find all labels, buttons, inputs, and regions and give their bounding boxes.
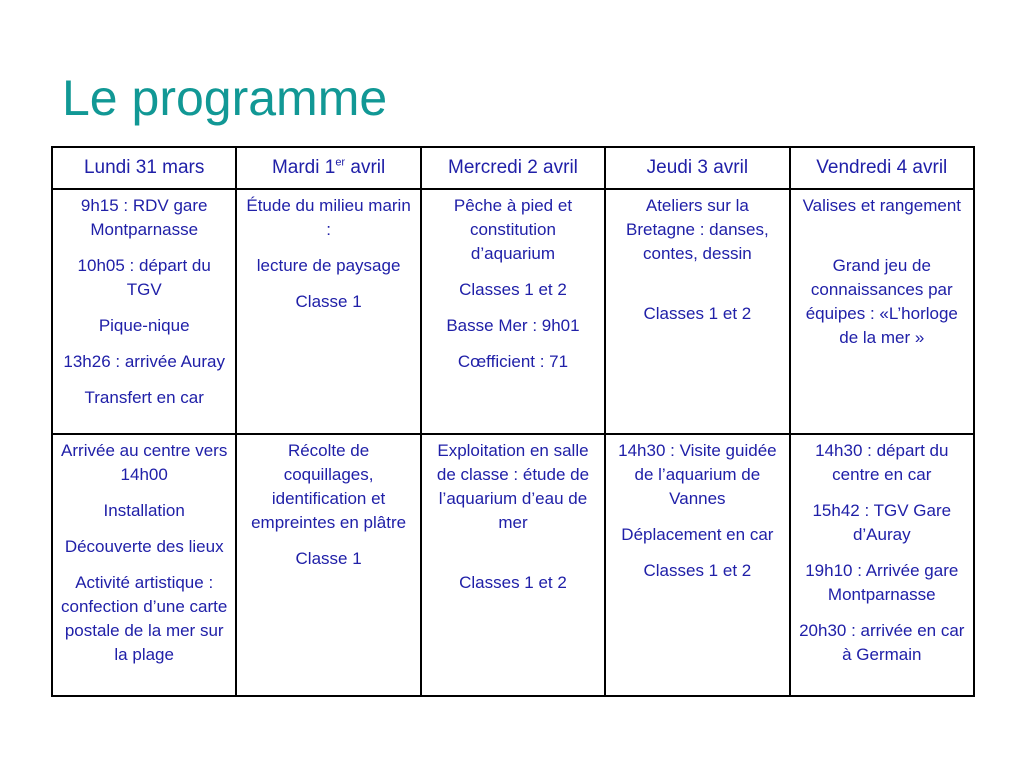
cell-paragraph: Activité artistique : confection d’une carte postale de la mer sur la plage — [61, 573, 228, 664]
cell-paragraph: Classe 1 — [295, 292, 362, 311]
cell-paragraph: Basse Mer : 9h01 — [446, 316, 580, 335]
cell-paragraph: Découverte des lieux — [64, 537, 224, 556]
cell-paragraph: Classes 1 et 2 — [643, 304, 752, 323]
cell-paragraph: Installation — [103, 501, 185, 520]
header-tuesday-post: avril — [345, 157, 386, 178]
cell-paragraph: Arrivée au centre vers 14h00 — [61, 441, 228, 484]
cell-paragraph: 15h42 : TGV Gare d’Auray — [812, 501, 952, 544]
cell-thursday-morning — [605, 189, 789, 434]
schedule-row-afternoon — [52, 434, 974, 696]
cell-friday-afternoon — [790, 434, 974, 696]
cell-wednesday-morning — [421, 189, 605, 434]
header-wednesday: Mercredi 2 avril — [421, 147, 605, 189]
cell-tuesday-afternoon — [236, 434, 420, 696]
header-tuesday — [236, 147, 420, 189]
cell-paragraph: 19h10 : Arrivée gare Montparnasse — [805, 561, 959, 604]
cell-paragraph: Cœfficient : 71 — [457, 352, 569, 371]
cell-thursday-afternoon — [605, 434, 789, 696]
cell-paragraph: 20h30 : arrivée en car à Germain — [799, 621, 965, 664]
cell-paragraph: 10h05 : départ du TGV — [77, 256, 211, 299]
header-monday: Lundi 31 mars — [52, 147, 236, 189]
cell-paragraph: lecture de paysage — [256, 256, 401, 275]
cell-paragraph: Classes 1 et 2 — [459, 280, 567, 299]
cell-paragraph: Exploitation en salle de classe : étude de l’aquarium d’eau de mer — [436, 441, 590, 532]
cell-paragraph: Étude du milieu marin : — [246, 196, 411, 239]
cell-paragraph: Déplacement en car — [621, 525, 774, 544]
cell-friday-morning — [790, 189, 974, 434]
cell-paragraph: 14h30 : départ du centre en car — [815, 441, 949, 484]
cell-paragraph: 13h26 : arrivée Auray — [63, 352, 225, 371]
program-table — [51, 146, 975, 697]
cell-paragraph: Pêche à pied et constitution d’aquarium — [453, 196, 573, 263]
schedule-row-morning — [52, 189, 974, 434]
cell-wednesday-afternoon — [421, 434, 605, 696]
cell-paragraph: 14h30 : Visite guidée de l’aquarium de Vannes — [618, 441, 777, 508]
header-row — [52, 147, 974, 189]
spacer — [427, 547, 599, 571]
cell-paragraph: Grand jeu de connaissances par équipes : «L’horloge de la mer » — [805, 256, 958, 347]
spacer — [796, 230, 968, 254]
cell-monday-morning — [52, 189, 236, 434]
spacer — [611, 278, 783, 302]
cell-paragraph: Récolte de coquillages, identification et empreintes en plâtre — [251, 441, 407, 532]
header-tuesday-sup: er — [335, 156, 346, 169]
cell-paragraph: 9h15 : RDV gare Montparnasse — [80, 196, 208, 239]
cell-paragraph: Pique-nique — [98, 316, 190, 335]
cell-paragraph: Ateliers sur la Bretagne : danses, contes, dessin — [626, 196, 769, 263]
slide-title: Le programme — [62, 70, 388, 126]
cell-monday-afternoon — [52, 434, 236, 696]
cell-tuesday-morning — [236, 189, 420, 434]
cell-paragraph: Valises et rangement — [802, 196, 961, 215]
header-thursday: Jeudi 3 avril — [605, 147, 789, 189]
cell-paragraph: Classes 1 et 2 — [459, 573, 567, 592]
cell-paragraph: Transfert en car — [84, 388, 204, 407]
header-friday: Vendredi 4 avril — [790, 147, 974, 189]
cell-paragraph: Classe 1 — [295, 549, 362, 568]
header-tuesday-pre: Mardi 1 — [271, 157, 336, 178]
cell-paragraph: Classes 1 et 2 — [643, 561, 752, 580]
